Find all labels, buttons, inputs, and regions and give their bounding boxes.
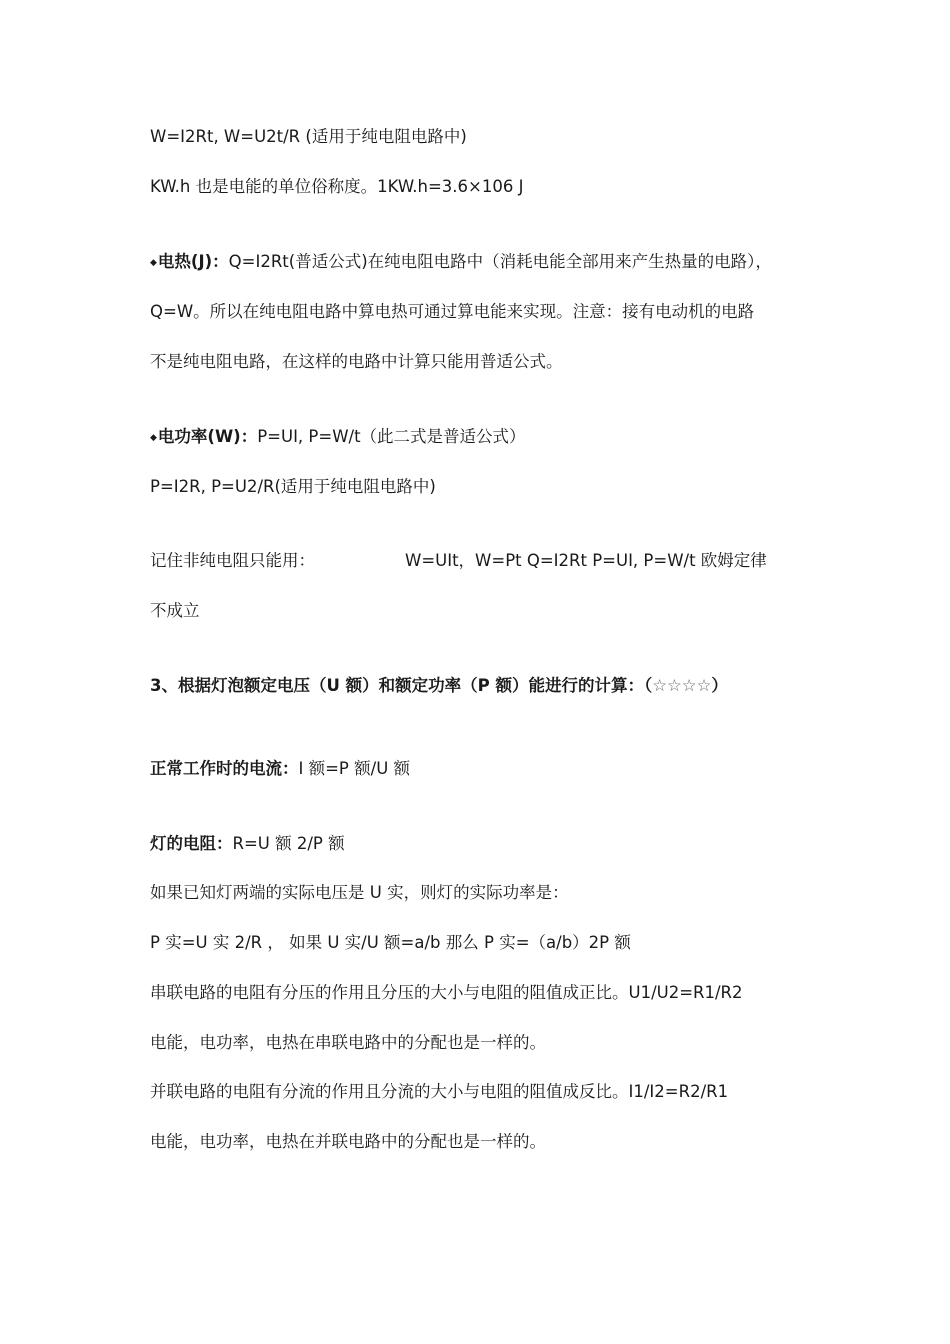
- lamp-resistance-heading: 灯的电阻：: [150, 834, 233, 853]
- formula-energy-pure-resistance: W=I2Rt, W=U2t/R (适用于纯电阻电路中): [150, 127, 467, 146]
- section-3-title: 3、根据灯泡额定电压（U 额）和额定功率（P 额）能进行的计算：（: [150, 676, 653, 695]
- actual-power-formula: P 实=U 实 2/R ， 如果 U 实/U 额=a/b 那么 P 实=（a/b）2P 额: [150, 933, 631, 952]
- non-pure-resistance-continued: 不成立: [150, 601, 200, 620]
- power-pure-resistance: P=I2R, P=U2/R(适用于纯电阻电路中): [150, 477, 436, 496]
- electric-heat-line: [150, 251, 772, 274]
- series-circuit-note: 电能，电功率，电热在串联电路中的分配也是一样的。: [150, 1033, 546, 1052]
- section-3-close: ）: [711, 676, 728, 695]
- rated-current-formula: I 额=P 额/U 额: [298, 759, 411, 778]
- star-rating-icon: ☆☆☆☆: [652, 676, 712, 695]
- non-pure-resistance-formulas: W=UIt，W=Pt Q=I2Rt P=UI, P=W/t 欧姆定律: [405, 551, 767, 570]
- diamond-bullet-icon: ◆: [150, 433, 157, 443]
- electric-power-text: P=UI, P=W/t（此二式是普适公式）: [257, 427, 526, 446]
- non-pure-resistance-label: 记住非纯电阻只能用：: [150, 551, 315, 570]
- electric-heat-continued: Q=W。所以在纯电阻电路中算电热可通过算电能来实现。注意：接有电动机的电路: [150, 302, 755, 321]
- diamond-bullet-icon: ◆: [150, 258, 157, 268]
- lamp-resistance-formula: R=U 额 2/P 额: [232, 834, 345, 853]
- section-3-heading: [150, 675, 728, 697]
- electric-power-line: [150, 426, 526, 449]
- rated-current-heading: 正常工作时的电流：: [150, 759, 299, 778]
- electric-power-heading: 电功率(W)：: [157, 427, 258, 446]
- parallel-circuit-note: 电能，电功率，电热在并联电路中的分配也是一样的。: [150, 1132, 546, 1151]
- electric-heat-text: Q=I2Rt(普适公式)在纯电阻电路中（消耗电能全部用来产生热量的电路），: [228, 252, 772, 271]
- series-circuit-rule: 串联电路的电阻有分压的作用且分压的大小与电阻的阻值成正比。U1/U2=R1/R2: [150, 983, 743, 1002]
- actual-voltage-intro: 如果已知灯两端的实际电压是 U 实，则灯的实际功率是：: [150, 883, 569, 902]
- electric-heat-heading: 电热(J)：: [157, 252, 229, 271]
- non-pure-resistance-line: [150, 550, 767, 572]
- parallel-circuit-rule: 并联电路的电阻有分流的作用且分流的大小与电阻的阻值成反比。I1/I2=R2/R1: [150, 1082, 729, 1101]
- lamp-resistance-line: [150, 833, 345, 855]
- rated-current-line: [150, 758, 410, 780]
- kwh-unit-note: KW.h 也是电能的单位俗称度。1KW.h=3.6×106 J: [150, 177, 524, 196]
- electric-heat-note: 不是纯电阻电路，在这样的电路中计算只能用普适公式。: [150, 352, 563, 371]
